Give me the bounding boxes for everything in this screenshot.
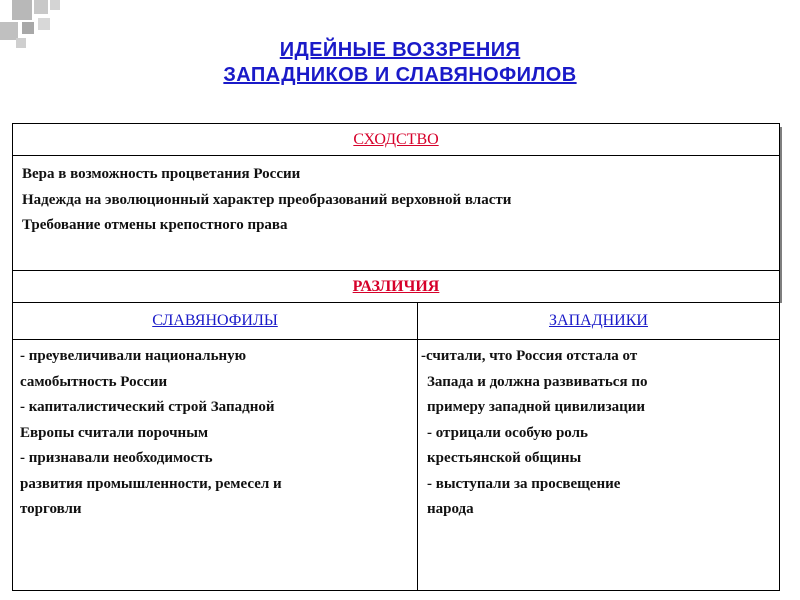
westerners-line: крестьянской общины	[427, 450, 582, 466]
similarity-item: Требование отмены крепостного права	[22, 217, 288, 233]
slavophiles-line: Европы считали порочным	[20, 424, 209, 441]
westerners-header: ЗАПАДНИКИ	[418, 303, 780, 340]
slavophiles-line: - преувеличивали национальную	[20, 348, 247, 364]
comparison-table	[12, 123, 780, 591]
deco-square	[34, 0, 48, 14]
westerners-line: - выступали за просвещение	[427, 475, 621, 492]
slavophiles-cell	[13, 340, 418, 591]
title-line-2: ЗАПАДНИКОВ И СЛАВЯНОФИЛОВ	[223, 64, 577, 86]
slavophiles-header: СЛАВЯНОФИЛЫ	[13, 303, 418, 340]
deco-square	[22, 22, 34, 34]
similarity-item: Вера в возможность процветания России	[22, 166, 301, 182]
differences-header: РАЗЛИЧИЯ	[13, 271, 780, 303]
title-line-1: ИДЕЙНЫЕ ВОЗЗРЕНИЯ	[279, 39, 521, 61]
westerners-line: примеру западной цивилизации	[427, 399, 646, 415]
westerners-cell	[418, 340, 780, 591]
westerners-line: -считали, что Россия отстала от	[421, 348, 638, 364]
slide-title	[0, 38, 800, 88]
comparison-table-container	[12, 123, 779, 591]
westerners-line: Запада и должна развиваться по	[427, 373, 648, 390]
westerners-line: - отрицали особую роль	[427, 424, 588, 441]
slavophiles-line: развития промышленности, ремесел и	[20, 475, 282, 492]
deco-square	[38, 18, 50, 30]
similarity-item: Надежда на эволюционный характер преобразований верховной власти	[22, 191, 512, 208]
slavophiles-line: - капиталистический строй Западной	[20, 399, 275, 415]
similarity-header: СХОДСТВО	[13, 124, 780, 156]
similarity-cell	[13, 156, 780, 271]
slavophiles-line: торговли	[20, 501, 82, 517]
westerners-line: народа	[427, 501, 474, 517]
deco-square	[50, 0, 60, 10]
deco-square	[12, 0, 32, 20]
slavophiles-line: - признавали необходимость	[20, 450, 213, 466]
slavophiles-line: самобытность России	[20, 373, 168, 390]
